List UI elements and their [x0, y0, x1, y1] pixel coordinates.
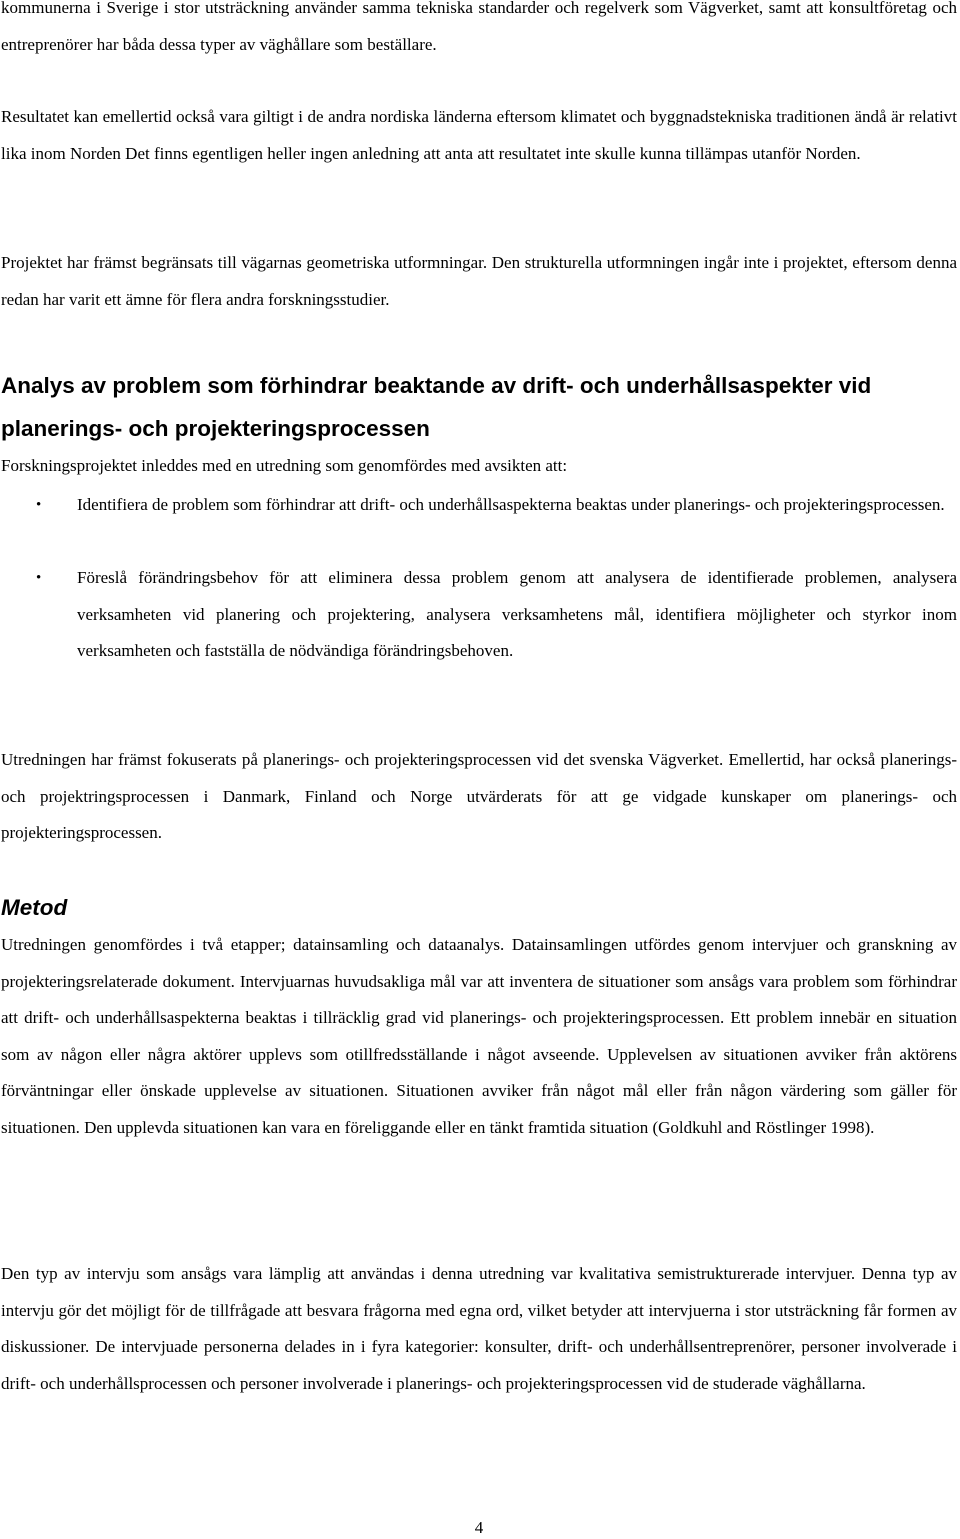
paragraph-research-intro: Forskningsprojektet inleddes med en utredning som genomfördes med avsikten att: [1, 456, 568, 475]
bullet-item-identify [0, 487, 958, 561]
bullet-dot: • [36, 570, 42, 586]
bullet-text-identify: Identifiera de problem som förhindrar att drift- och underhållsaspekterna beaktas under planerings- och projekteringsprocessen. [77, 495, 945, 514]
page-number: 4 [474, 1518, 484, 1537]
paragraph-scope-nordic: Resultatet kan emellertid också vara giltigt i de andra nordiska länderna eftersom klimatet och byggnadstekniska traditionen ändå är relativt lika inom Norden Det finns egentligen heller ingen anledning att anta att resultatet inte skulle kunna tillämpas utanför Norden. [1, 107, 957, 163]
paragraph-method-stages: Utredningen genomfördes i två etapper; datainsamling och dataanalys. Datainsamlingen utfördes genom intervjuer och granskning av projekteringsrelaterade dokument. Intervjuarnas huvudsakliga mål var att inventera de situationer som ansågs vara problem som förhindrar att drift- och underhållsaspekterna beaktas i tillräcklig grad vid planerings- och projekteringsprocessen. Ett problem innebär en situation som av någon eller några aktörer upplevs som otillfredsställande i något avseende. Upplevelsen av situationen avviker från aktörens förväntningar eller önskade upplevelse av situationen. Situationen avviker från något mål eller från någon värdering som gäller för situationen. Den upplevda situationen kan vara en föreliggande eller en tänkt framtida situation (Goldkuhl and Röstlinger 1998). [1, 935, 957, 1137]
bullet-item-propose [0, 560, 958, 707]
bullet-text-propose: Föreslå förändringsbehov för att eliminera dessa problem genom att analysera de identifierade problemen, analysera verksamheten vid planering och projektering, analysera verksamhetens mål, identifiera möjligheter och styrkor inom verksamheten och fastställa de nödvändiga förändringsbehoven. [77, 568, 957, 661]
bullet-dot: • [36, 497, 42, 513]
paragraph-investigation-focus: Utredningen har främst fokuserats på planerings- och projekteringsprocessen vid det svenska Vägverket. Emellertid, har också planerings- och projektringsprocessen i Danmark, Finland och Norge utvärderats för att ge vidgade kunskaper om planerings- och projekteringsprocessen. [1, 750, 957, 843]
paragraph-interview-type: Den typ av intervju som ansågs vara lämplig att användas i denna utredning var kvalitativa semistrukturerade intervjuer. Denna typ av intervju gör det möjligt för de tillfrågade att besvara frågorna med egna ord, vilket betyder att intervjuerna i stor utsträckning får formen av diskussioner. De intervjuade personerna delades in i fyra kategorier: konsulter, drift- och underhållsentreprenörer, personer involverade i drift- och underhållsprocessen och personer involverade i planerings- och projekteringsprocessen vid de studerade väghållarna. [1, 1264, 957, 1393]
paragraph-scope-sweden: kommunerna i Sverige i stor utsträckning använder samma tekniska standarder och regelverk som Vägverket, samt att konsultföretag och entreprenörer har båda dessa typer av väghållare som beställare. [1, 0, 957, 54]
paragraph-limitations: Projektet har främst begränsats till vägarnas geometriska utformningar. Den strukturella utformningen ingår inte i projektet, eftersom denna redan har varit ett ämne för flera andra forskningsstudier. [1, 253, 957, 309]
section-heading-analys: Analys av problem som förhindrar beaktande av drift- och underhållsaspekter vid planerings- och projekteringsprocessen [1, 373, 872, 441]
section-heading-metod: Metod [1, 895, 68, 920]
